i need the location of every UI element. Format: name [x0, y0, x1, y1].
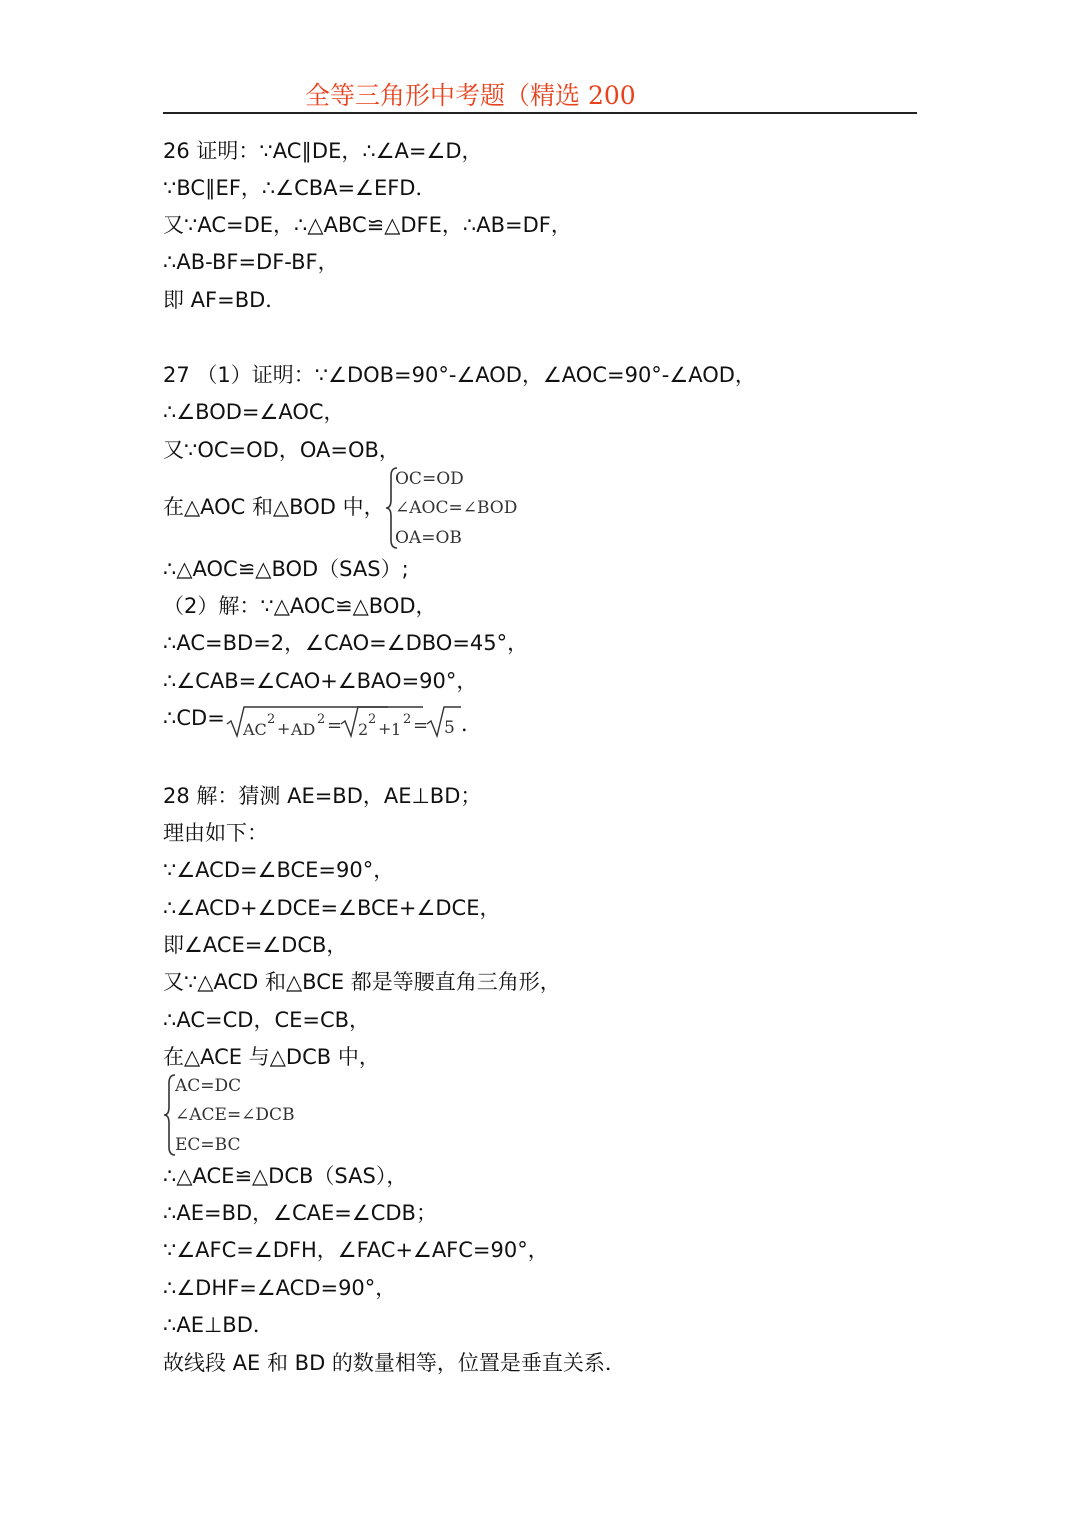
text-line: ∴AC=BD=2，∠CAO=∠DBO=45°， — [163, 631, 529, 655]
text-line: 在△ACE 与△DCB 中， — [163, 1045, 380, 1069]
system-row: AC=DC — [175, 1076, 242, 1096]
document-title: 全等三角形中考题（精选 200 — [305, 81, 636, 110]
text-line: 又∵△ACD 和△BCE 都是等腰直角三角形， — [163, 970, 561, 994]
text-line: ∴AE⊥BD． — [163, 1313, 274, 1337]
text-line: 理由如下： — [163, 821, 268, 845]
radicand-term: AC — [243, 720, 267, 739]
text-line: 即∠ACE=∠DCB， — [163, 933, 348, 957]
exponent: 2 — [317, 712, 326, 727]
text-line: ∴△AOC≌△BOD（SAS）; — [163, 557, 409, 581]
text-line: ∵∠ACD=∠BCE=90°， — [163, 858, 395, 882]
header-divider — [163, 112, 917, 114]
radicand-term: AD — [291, 720, 316, 739]
plus-sign: + — [277, 719, 291, 738]
system-row: ∠AOC=∠BOD — [395, 498, 518, 518]
text-line: 故线段 AE 和 BD 的数量相等，位置是垂直关系． — [163, 1351, 626, 1375]
text-line: 即 AF=BD． — [163, 288, 287, 312]
system-row: ∠ACE=∠DCB — [175, 1105, 295, 1125]
text-line: ∴∠CAB=∠CAO+∠BAO=90°， — [163, 669, 478, 693]
text-line: 又∵AC=DE，∴△ABC≌△DFE，∴AB=DF， — [163, 213, 572, 237]
radicand-number: 1 — [391, 720, 402, 739]
cd-formula-line — [163, 704, 493, 738]
plus-sign: + — [378, 719, 392, 738]
exponent: 2 — [267, 712, 276, 727]
text-line: （2）解：∵△AOC≌△BOD， — [163, 594, 437, 618]
equals-sign: = — [413, 715, 429, 736]
system-row: EC=BC — [175, 1135, 241, 1155]
period: ． — [461, 712, 482, 736]
sqrt-expression — [225, 704, 485, 738]
system-row: OC=OD — [395, 469, 464, 489]
radicand-number: 2 — [358, 720, 369, 739]
text-line: ∵BC∥EF，∴∠CBA=∠EFD． — [163, 176, 437, 200]
radicand-number: 5 — [444, 718, 455, 738]
system-row: OA=OB — [395, 528, 462, 548]
exponent: 2 — [368, 712, 377, 727]
text-line: 26 证明：∵AC∥DE，∴∠A=∠D， — [163, 139, 483, 163]
text-line: 又∵OC=OD，OA=OB， — [163, 438, 400, 462]
text-line: ∴AB-BF=DF-BF， — [163, 250, 339, 274]
equals-sign: = — [327, 715, 343, 736]
text-line: ∴∠ACD+∠DCE=∠BCE+∠DCE， — [163, 896, 501, 920]
text-line: ∴AC=CD，CE=CB， — [163, 1008, 371, 1032]
text-line: ∴∠DHF=∠ACD=90°， — [163, 1276, 397, 1300]
text-line: ∴△ACE≌△DCB（SAS）， — [163, 1164, 408, 1188]
text-line: ∴∠BOD=∠AOC， — [163, 400, 345, 424]
system-intro: 在△AOC 和△BOD 中， — [163, 495, 385, 519]
text-line: ∵∠AFC=∠DFH，∠FAC+∠AFC=90°， — [163, 1238, 549, 1262]
text-line: 27 （1）证明：∵∠DOB=90°-∠AOD，∠AOC=90°-∠AOD， — [163, 363, 756, 387]
text-line: ∴AE=BD，∠CAE=∠CDB； — [163, 1201, 437, 1225]
exponent: 2 — [403, 712, 412, 727]
formula-prefix: ∴CD= — [163, 706, 225, 730]
congruence-system — [163, 1073, 313, 1159]
text-line: 28 解：猜测 AE=BD，AE⊥BD； — [163, 784, 482, 808]
congruence-system — [385, 466, 525, 552]
